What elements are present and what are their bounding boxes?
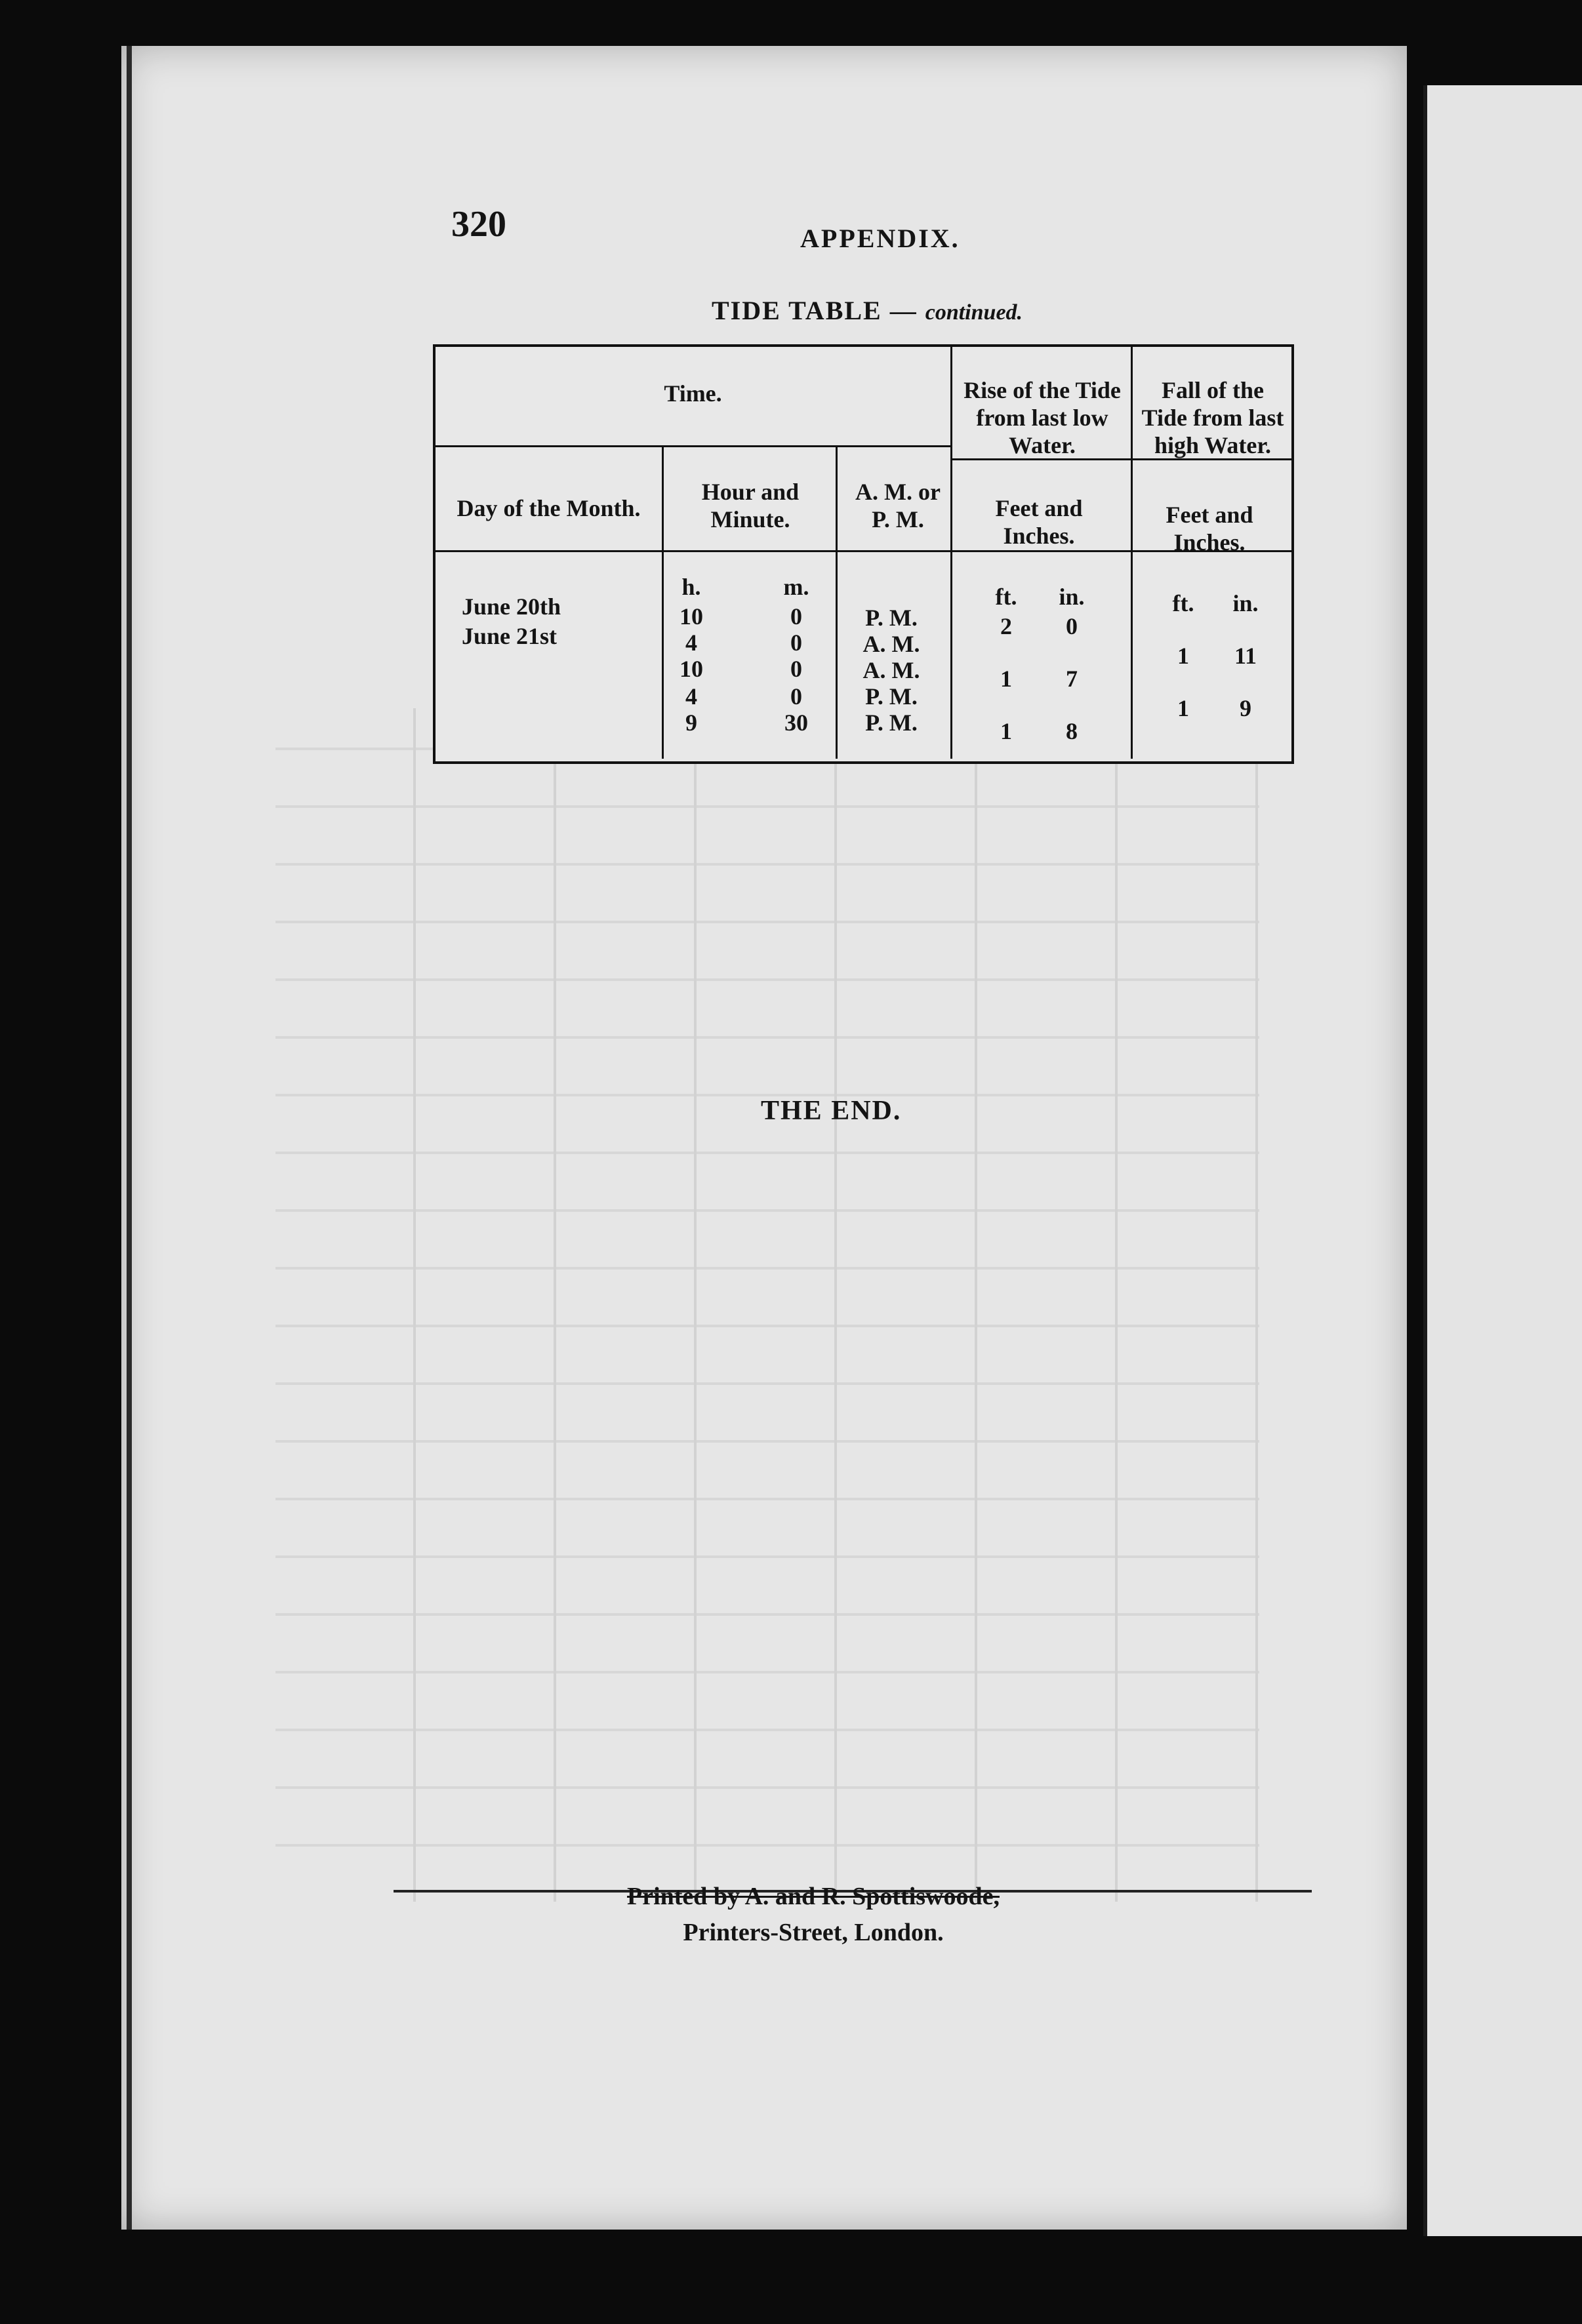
cell-rise-ft: 1 [1000,666,1012,692]
cell-rise-in: 7 [1066,666,1078,692]
cell-hour: 4 [685,683,697,710]
unit-in-fall: in. [1232,590,1259,616]
cell-am-pm: P. M. [865,710,918,736]
col-rule [950,347,952,759]
header-day: Day of the Month. [456,495,641,521]
cell-minute: 30 [784,710,808,736]
imprint-line-1: Printed by A. and R. Spottiswoode, [627,1883,1000,1910]
bleed-through [275,708,1259,1902]
cell-hour: 9 [685,710,697,736]
running-head: APPENDIX. [800,224,960,253]
cell-minute: 0 [790,656,802,682]
cell-fall-in: 9 [1240,695,1251,721]
facing-page [1423,85,1582,2236]
table-title-suffix: continued. [925,300,1023,325]
cell-hour: 10 [679,656,703,682]
header-am-pm: A. M. or P. M. [855,479,941,532]
header-time: Time. [664,380,722,407]
cell-am-pm: A. M. [862,631,920,657]
col-rule [662,445,664,759]
cell-fall-ft: 1 [1177,643,1189,669]
header-feet-inches-fall: Feet and Inches. [1166,502,1253,555]
cell-am-pm: A. M. [862,657,920,683]
table-title-main: TIDE TABLE — [712,296,918,325]
unit-ft-fall: ft. [1172,590,1194,616]
cell-minute: 0 [790,630,802,656]
cell-rise-ft: 1 [1000,718,1012,744]
unit-h: h. [681,574,701,600]
unit-in-rise: in. [1059,584,1085,610]
page-edge [127,46,132,2230]
header-rise: Rise of the Tide from last low Water. [963,377,1121,458]
day-label: June 21st [462,623,558,649]
table-title [712,295,1023,326]
imprint-line-2: Printers-Street, London. [683,1919,944,1946]
unit-ft-rise: ft. [995,584,1017,610]
col-rule [836,445,838,759]
header-hour-minute: Hour and Minute. [701,479,800,532]
cell-rise-in: 8 [1066,718,1078,744]
row-rule [436,445,950,447]
cell-am-pm: P. M. [865,683,918,710]
cell-fall-in: 11 [1234,643,1257,669]
day-label: June 20th [462,593,561,620]
cell-hour: 10 [679,603,703,630]
unit-m: m. [783,574,809,600]
cell-hour: 4 [685,630,697,656]
cell-am-pm: P. M. [865,605,918,631]
header-fall: Fall of the Tide from last high Water. [1141,377,1284,458]
cell-fall-ft: 1 [1177,695,1189,721]
cell-rise-ft: 2 [1000,613,1012,639]
cell-minute: 0 [790,683,802,710]
cell-rise-in: 0 [1066,613,1078,639]
the-end: THE END. [761,1096,902,1126]
page-number: 320 [451,204,506,245]
tide-table [433,344,1294,764]
cell-minute: 0 [790,603,802,630]
header-feet-inches-rise: Feet and Inches. [995,495,1083,549]
col-rule [1131,347,1133,759]
